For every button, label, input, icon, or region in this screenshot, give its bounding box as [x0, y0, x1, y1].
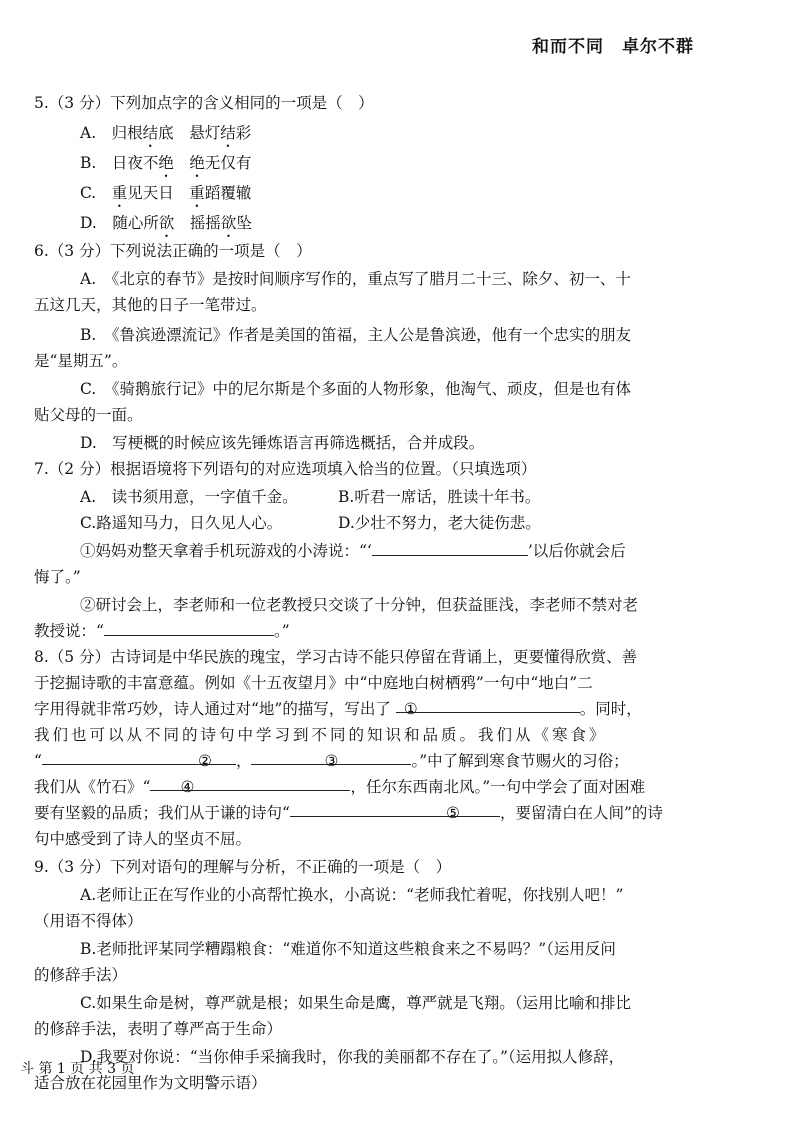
q6-option-c-line2: 贴父母的一面。 [34, 406, 143, 424]
q7-option-d: D.少壮不努力，老大徒伤悲。 [338, 514, 541, 532]
q9-option-b-line2: 的修辞手法） [34, 966, 128, 984]
answer-blank-3[interactable] [251, 750, 411, 770]
dotted-char: 重 [111, 184, 128, 202]
blank-marker: ④ [180, 778, 195, 796]
sentence-text: 教授说：“ [34, 622, 104, 640]
q8-line-5 [34, 750, 629, 772]
q7-sentence-2-cont [34, 620, 290, 642]
q7-option-b: B.听君一席话，胜读十年书。 [338, 488, 541, 506]
q7-sentence-1 [80, 540, 626, 562]
q6-stem: 6.（3 分）下列说法正确的一项是（ ） [34, 242, 312, 260]
word-part: 悬灯 [189, 124, 221, 142]
answer-blank-4[interactable] [150, 776, 350, 796]
option-label: C. [80, 184, 97, 202]
q8-line-2: 于挖掘诗歌的丰富意蕴。例如《十五夜望月》中“中庭地白树栖鸦”一句中“地白”二 [34, 674, 593, 692]
q7-stem: 7.（2 分）根据语境将下列语句的对应选项填入恰当的位置。（只填选项） [34, 460, 537, 478]
dotted-char: 重 [189, 184, 205, 202]
q8-line-1: 8.（5 分）古诗词是中华民族的瑰宝，学习古诗不能只停留在背诵上，更要懂得欣赏、善 [34, 648, 638, 666]
q5-option-c [80, 182, 251, 211]
q9-option-a-line1: A.老师让正在写作业的小高帮忙换水，小高说：“老师我忙着呢，你找别人吧！” [80, 886, 624, 904]
answer-blank-2[interactable] [104, 621, 274, 636]
q8-line-3 [34, 698, 642, 720]
dotted-char: 结 [220, 124, 236, 142]
q6-option-b-line1: B. 《鲁滨逊漂流记》作者是美国的笛福，主人公是鲁滨逊，他有一个忠实的朋友 [80, 326, 632, 344]
sentence-text: ，任尔东西南北风。”一句中学会了面对困难 [350, 778, 646, 796]
word-part: 日夜不 [111, 154, 159, 172]
word-part: 底 [158, 124, 174, 142]
blank-marker: ① [403, 700, 418, 718]
q6-option-d: D. 写梗概的时候应该先锤炼语言再筛选概括，合并成段。 [80, 434, 485, 452]
option-label: D. [80, 214, 97, 232]
dotted-char: 绝 [158, 154, 174, 172]
blank-marker: ⑤ [446, 804, 460, 822]
word-part: 彩 [235, 124, 252, 142]
word-part: 坠 [236, 214, 252, 232]
q9-option-a-line2: （用语不得体） [34, 912, 143, 930]
sentence-text: 。同时， [579, 700, 642, 718]
q7-sentence-2: ②研讨会上，李老师和一位老教授只交谈了十分钟，但获益匪浅，李老师不禁对老 [80, 596, 639, 614]
page-footer: 斗 第 1 页 共 3 页 [20, 1061, 135, 1077]
option-label: A. [80, 124, 97, 142]
q8-line-4: 我们也可以从不同的诗句中学习到不同的知识和品质。我们从《寒食》 [34, 726, 608, 744]
sentence-text: 我们从《竹石》“ [34, 778, 151, 796]
q9-option-d-line2: 适合放在花园里作为文明警示语） [34, 1074, 267, 1092]
sentence-text: ， [235, 752, 252, 770]
sentence-text: 字用得就非常巧妙，诗人通过对“地”的描写，写出了 [34, 700, 391, 718]
sentence-text: 。”中了解到寒食节赐火的习俗； [411, 752, 629, 770]
dotted-char: 欲 [220, 214, 237, 232]
answer-blank-1[interactable] [396, 698, 580, 718]
q5-option-b [80, 152, 251, 181]
answer-blank-2[interactable] [42, 750, 236, 770]
sentence-text: “ [34, 752, 42, 770]
option-label: B. [80, 154, 97, 172]
q8-line-6 [34, 776, 645, 798]
sentence-text: ’以后你就会后 [527, 542, 626, 560]
dotted-char: 欲 [158, 214, 175, 232]
word-part: 见天日 [127, 184, 174, 202]
q5-stem: 5.（3 分）下列加点字的含义相同的一项是（ ） [34, 94, 374, 112]
q6-option-a-line1: A. 《北京的春节》是按时间顺序写作的，重点写了腊月二十三、除夕、初一、十 [80, 270, 631, 288]
q5-option-a [80, 122, 251, 151]
q9-option-c-line2: 的修辞手法，表明了尊严高于生命） [34, 1020, 283, 1038]
word-part: 无仅有 [204, 154, 252, 172]
q7-option-c: C.路遥知马力，日久见人心。 [80, 514, 283, 532]
word-part: 随心所 [112, 214, 159, 232]
header-motto: 和而不同 卓尔不群 [532, 37, 694, 57]
q6-option-c-line1: C. 《骑鹅旅行记》中的尼尔斯是个多面的人物形象，他淘气、顽皮，但是也有体 [80, 380, 631, 398]
blank-marker: ③ [324, 752, 339, 770]
q7-sentence-1-cont: 悔了。” [34, 568, 81, 586]
word-part: 蹈覆辙 [204, 184, 252, 202]
sentence-text: 。” [273, 622, 290, 640]
q5-option-d [80, 212, 252, 241]
q9-stem: 9.（3 分）下列对语句的理解与分析，不正确的一项是（ ） [34, 858, 452, 876]
answer-blank-5[interactable] [290, 802, 500, 822]
sentence-text: ①妈妈劝整天拿着手机玩游戏的小涛说：“‘ [80, 542, 372, 560]
q9-option-d-line1: D.我要对你说：“当你伸手采摘我时，你我的美丽都不存在了。”（运用拟人修辞， [80, 1048, 625, 1066]
q6-option-a-line2: 五这几天，其他的日子一笔带过。 [34, 296, 267, 314]
dotted-char: 结 [142, 124, 159, 142]
q7-option-a: A. 读书须用意，一字值千金。 [80, 488, 298, 506]
q9-option-c-line1: C.如果生命是树，尊严就是根；如果生命是鹰，尊严就是飞翔。（运用比喻和排比 [80, 994, 631, 1012]
sentence-text: 要有坚毅的品质；我们从于谦的诗句“ [34, 804, 290, 822]
q9-option-b-line1: B.老师批评某同学糟蹋粮食：“难道你不知道这些粮食来之不易吗？”（运用反问 [80, 940, 616, 958]
q6-option-b-line2: 是“星期五”。 [34, 352, 128, 370]
blank-marker: ② [198, 752, 212, 770]
word-part: 摇摇 [189, 214, 221, 232]
q8-line-8: 句中感受到了诗人的坚贞不屈。 [34, 830, 252, 848]
q8-line-7 [34, 802, 663, 824]
word-part: 归根 [111, 124, 143, 142]
sentence-text: ，要留清白在人间”的诗 [499, 804, 663, 822]
answer-blank-1[interactable] [372, 541, 528, 556]
dotted-char: 绝 [189, 154, 205, 172]
